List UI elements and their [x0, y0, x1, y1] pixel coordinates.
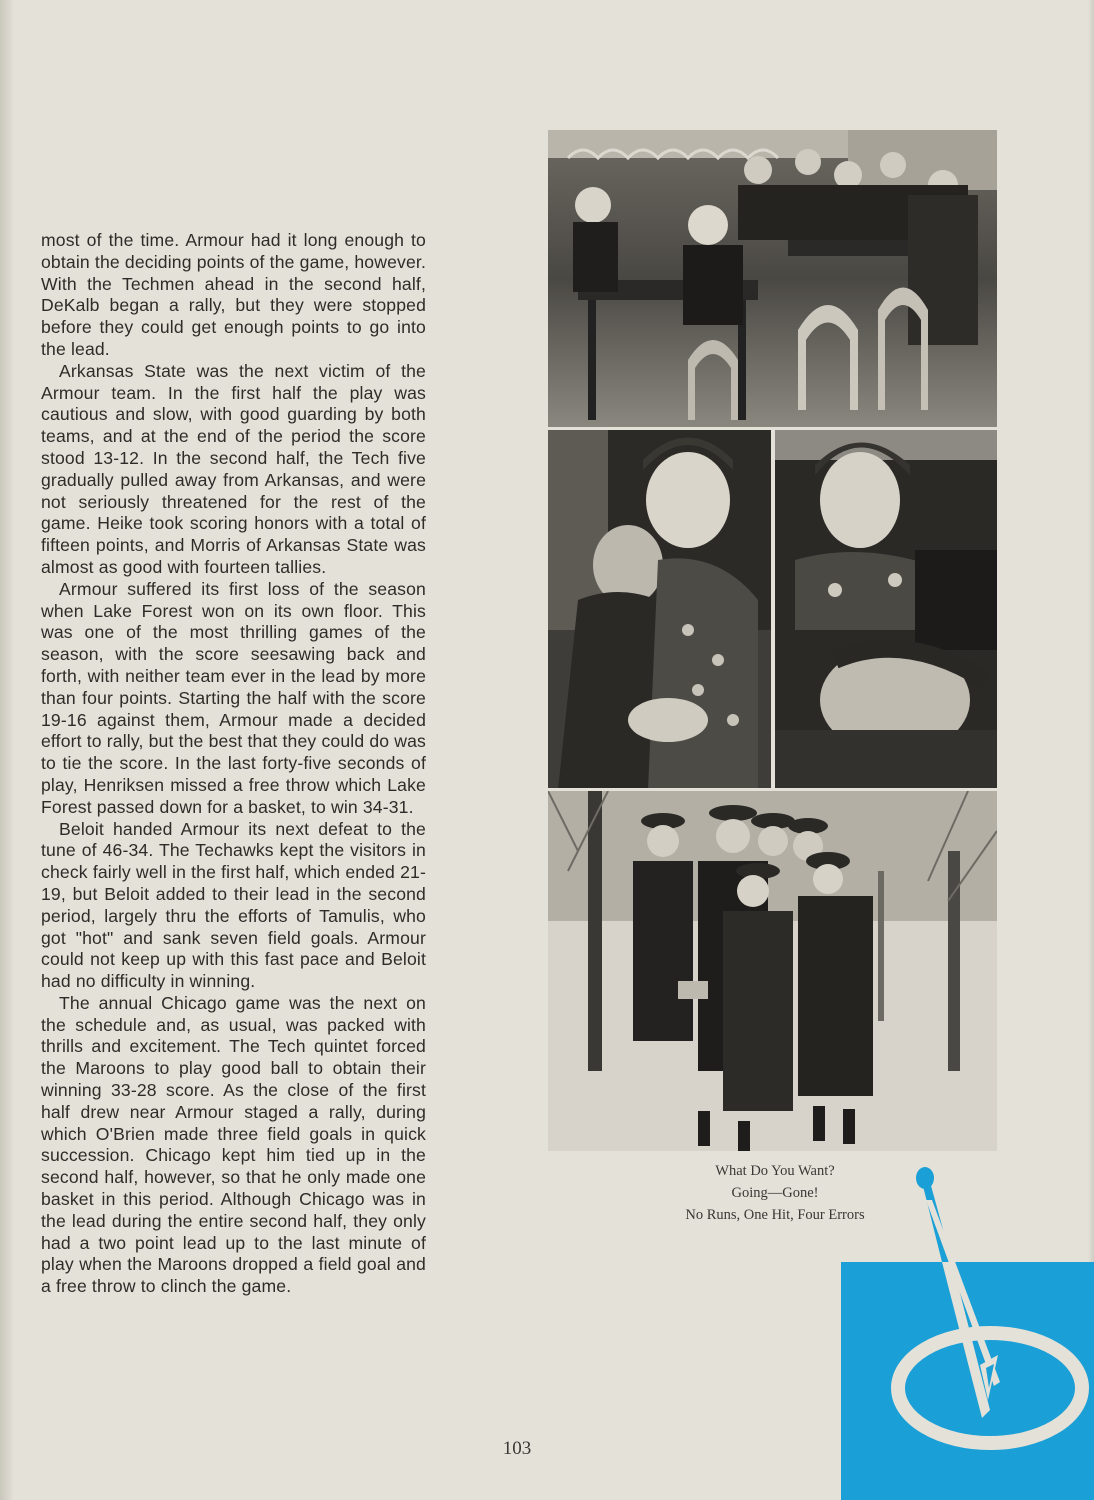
page-number: 103	[502, 1438, 532, 1459]
caption-line: Going—Gone!	[731, 1185, 819, 1201]
page-binding-edge	[0, 0, 14, 1500]
couple-photo-right	[775, 430, 997, 788]
couple-photo-left	[548, 430, 771, 788]
caption-line: No Runs, One Hit, Four Errors	[685, 1207, 865, 1223]
paragraph: The annual Chicago game was the next on the schedule and, as usual, was packed with thrills and excitement. The Tech quintet forced the Maroons to play good ball to obtain their winning 33-28 score. As the close of the first half drew near Armour staged a rally, during which O'Brien made three field goals in quick succession. Chicago kept him tied up in the second half, however, so that he only made one basket in this period. Although Chicago was in the lead during the entire second half, they only had a two point lead up to the last minute of play when the Maroons dropped a field goal and a free throw to clinch the game.	[41, 992, 426, 1297]
article-body	[41, 230, 426, 1298]
paragraph: Arkansas State was the next victim of the Armour team. In the first half the play was cautious and slow, with good guarding by both teams, and at the end of the period the score stood 13-12. In the second half, the Tech five gradually pulled away from Arkansas, and were not seriously threatened for the rest of the game. Heike took scoring honors with a total of fifteen points, and Morris of Arkansas State was almost as good with fourteen tallies.	[41, 360, 426, 577]
snow-walk-photo	[548, 791, 997, 1151]
caption-line: What Do You Want?	[715, 1163, 835, 1179]
bat-and-ball-emblem	[840, 1160, 1094, 1500]
paragraph: Armour suffered its first loss of the season when Lake Forest won on its own floor. This was one of the most thrilling games of the season, with the score seesawing back and forth, with neither team ever in the lead by more than four points. Starting the half with the score 19-16 against them, Armour made a decided effort to rally, but the best that they could do was to tie the score. In the last forty-five seconds of play, Henriksen missed a free throw which Lake Forest passed down for a basket, to win 34-31.	[41, 578, 426, 817]
paragraph: Beloit handed Armour its next defeat to the tune of 46-34. The Techawks kept the visitors in check fairly well in the first half, which ended 21-19, but Beloit added to their lead in the second period, largely thru the efforts of Tamulis, who got "hot" and sank seven field goals. Armour could not keep up with this fast pace and Beloit had no difficulty in winning.	[41, 818, 426, 992]
cafe-photo	[548, 130, 997, 427]
paragraph: most of the time. Armour had it long enough to obtain the deciding points of the game, however. With the Techmen ahead in the second half, DeKalb began a rally, but they were stopped before they could get enough points to go into the lead.	[41, 230, 426, 359]
